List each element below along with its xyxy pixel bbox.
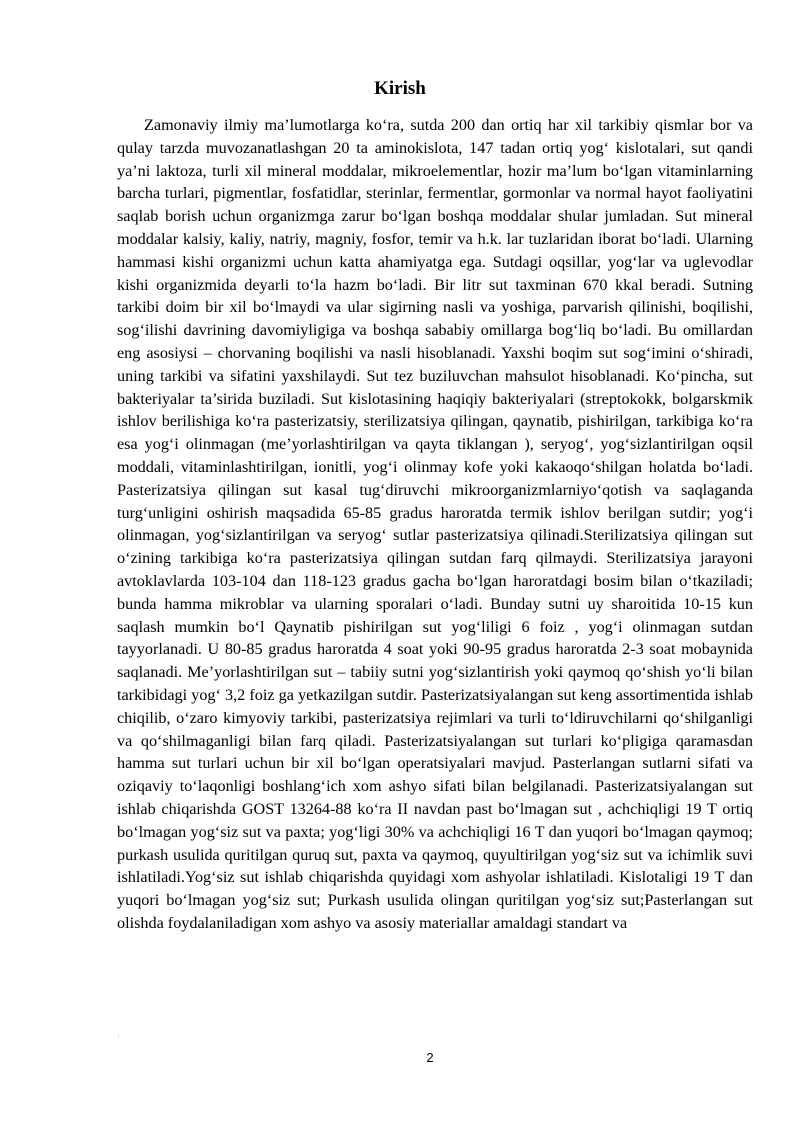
page-number: 2 — [426, 1050, 434, 1065]
footnote-mark: ʿ — [117, 1034, 120, 1043]
page-title: Kirish — [374, 78, 426, 99]
body-paragraph: Zamonaviy ilmiy ma’lumotlarga ko‘ra, sutda 200 dan ortiq har xil tarkibiy qismlar bor va qulay tarzda muvozanatlashgan 20 ta aminokislota, 147 tadan ortiq yog‘ kislotalari, sut qandi ya’ni laktoza, turli xil mineral moddalar, mikroelementlar, hozir ma’lum bo‘lgan vitaminlarning barcha turlari, pigmentlar, fosfatidlar, sterinlar, fermentlar, gormonlar va normal hayot faoliyatini saqlab borish uchun organizmga zarur bo‘lgan boshqa moddalar shular jumladan. Sut mineral moddalar kalsiy, kaliy, natriy, magniy, fosfor, temir va h.k. lar tuzlaridan iborat bo‘ladi. Ularning hammasi kishi organizmi uchun katta ahamiyatga ega. Sutdagi oqsillar, yog‘lar va uglevodlar kishi organizmida deyarli to‘la hazm bo‘ladi. Bir litr sut taxminan 670 kkal beradi. Sutning tarkibi doim bir xil bo‘lmaydi va ular sigirning nasli va yoshiga, parvarish qilinishi, boqilishi, sog‘ilishi davrining davomiyligiga va boshqa sababiy omillarga bog‘liq bo‘ladi. Bu omillardan eng asosiysi – chorvaning boqilishi va nasli hisoblanadi. Yaxshi boqim sut sog‘imini oʻshiradi, uning tarkibi va sifatini yaxshilaydi. Sut tez buziluvchan mahsulot hisoblanadi. Ko‘pincha, sut bakteriyalar ta’sirida buziladi. Sut kislotasining haqiqiy bakteriyalari (streptokokk, bolgarskmik ishlov berilishiga ko‘ra pasterizatsiy, sterilizatsiya qilingan, qaynatib, pishirilgan, tarkibiga ko‘ra esa yog‘i olinmagan (me’yorlashtirilgan va qayta tiklangan ), seryog‘, yog‘sizlantirilgan oqsil moddali, vitaminlashtirilgan, ionitli, yog‘i olinmay kofe yoki kakaoqo‘shilgan holatda bo‘ladi. Pasterizatsiya qilingan sut kasal tug‘diruvchi mikroorganizmlarniyo‘qotish va saqlaganda turg‘unligini oshirish maqsadida 65-85 gradus haroratda termik ishlov berilgan sutdir; yog‘i olinmagan, yog‘sizlantirilgan va seryog‘ sutlar pasterizatsiya qilinadi.Sterilizatsiya qilingan sut o‘zining tarkibiga ko‘ra pasterizatsiya qilingan sutdan farq qilmaydi. Sterilizatsiya jarayoni avtoklavlarda 103-104 dan 118-123 gradus gacha bo‘lgan haroratdagi bosim bilan o‘tkaziladi; bunda hamma mikroblar va ularning sporalari o‘ladi. Bunday sutni uy sharoitida 10-15 kun saqlash mumkin bo‘l Qaynatib pishirilgan sut yog‘liligi 6 foiz , yog‘i olinmagan sutdan tayyorlanadi. U 80-85 gradus haroratda 4 soat yoki 90-95 gradus haroratda 2-3 soat mobaynida saqlanadi. Me’yorlashtirilgan sut – tabiiy sutni yog‘sizlantirish yoki qaymoq qo‘shish yo‘li bilan tarkibidagi yog‘ 3,2 foiz ga yetkazilgan sutdir. Pasterizatsiyalangan sut keng assortimentida ishlab chiqilib, o‘zaro kimyoviy tarkibi, pasterizatsiya rejimlari va turli to‘ldiruvchilarni qo‘shilganligi va qo‘shilmaganligi bilan farq qiladi. Pasterizatsiyalangan sut turlari ko‘pligiga qaramasdan hamma sut turlari uchun bir xil bo‘lgan operatsiyalari mavjud. Pasterlangan sutlarni sifati va oziqaviy to‘laqonligi boshlang‘ich xom ashyo sifati bilan belgilanadi. Pasterizatsiyalangan sut ishlab chiqarishda GOST 13264-88 ko‘ra II navdan past bo‘lmagan sut , achchiqligi 19 T ortiq bo‘lmagan yog‘siz sut va paxta; yog‘ligi 30% va achchiqligi 16 T dan yuqori bo‘lmagan qaymoq; purkash usulida quritilgan quruq sut, paxta va qaymoq, quyultirilgan yog‘siz sut va ichimlik suvi ishlatiladi.Yog‘siz sut ishlab chiqarishda quyidagi xom ashyolar ishlatiladi. Kislotaligi 19 T dan yuqori bo‘lmagan yog‘siz sut; Purkash usulida olingan quritilgan yog‘siz sut;Pasterlangan sut olishda foydalaniladigan xom ashyo va asosiy materiallar amaldagi standart va — [117, 116, 753, 932]
